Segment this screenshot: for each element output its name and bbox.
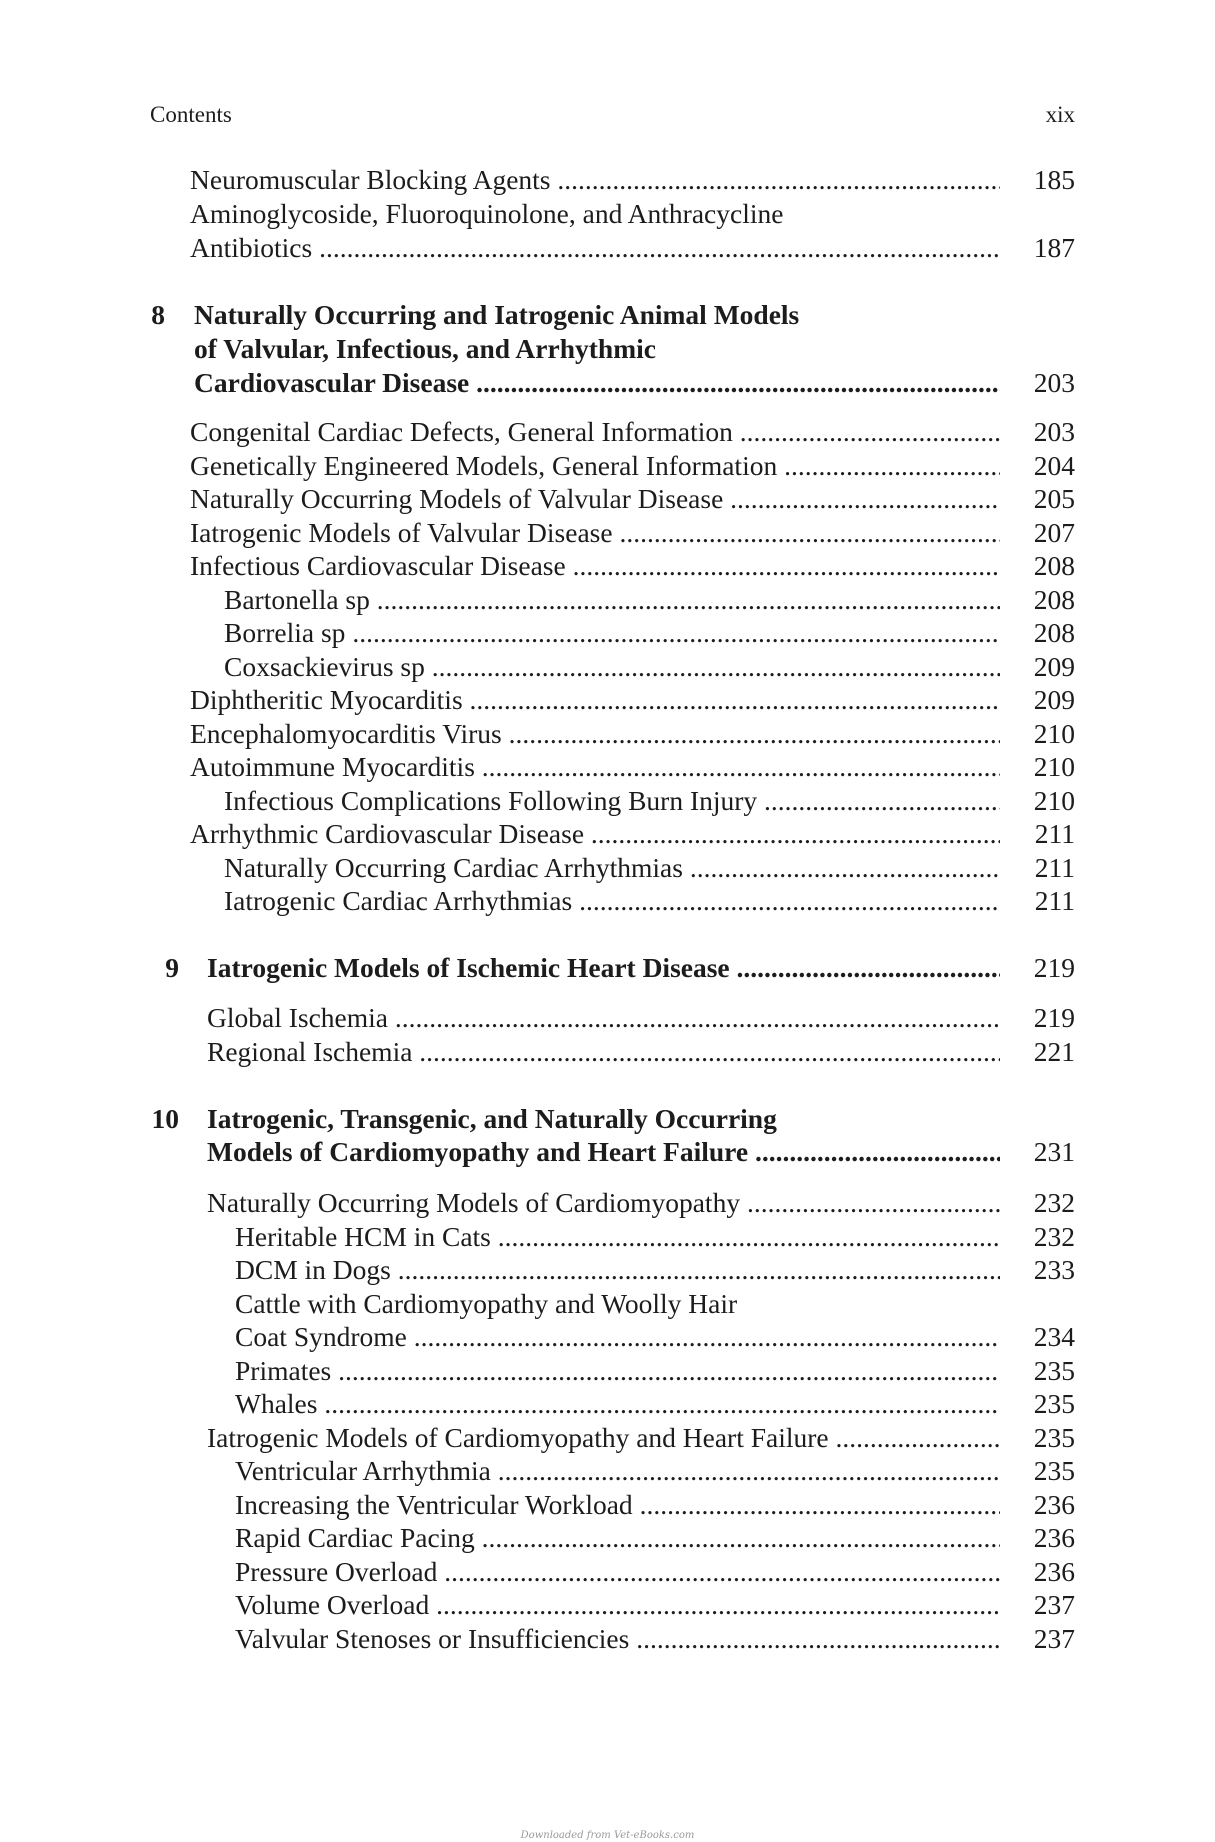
toc-subentry[interactable] xyxy=(235,1320,1075,1354)
toc-entry-page: 237 xyxy=(1033,1623,1075,1654)
toc-entry-title: Bartonella sp ..... xyxy=(224,583,1000,617)
toc-entry-page: 237 xyxy=(1033,1589,1075,1620)
toc-entry-page: 236 xyxy=(1033,1522,1075,1553)
toc-subentry[interactable] xyxy=(224,884,1075,918)
toc-entry-title: DCM in Dogs ..... xyxy=(235,1253,1000,1287)
toc-entry[interactable] xyxy=(190,415,1075,449)
toc-entry-title: Iatrogenic Models of Cardiomyopathy and Heart Failure ..... xyxy=(207,1421,1000,1455)
toc-entry-page: 204 xyxy=(1033,450,1075,481)
toc-entry-title: Iatrogenic Cardiac Arrhythmias ..... xyxy=(224,884,1000,918)
toc-entry-page: 208 xyxy=(1033,617,1075,648)
toc-entry[interactable] xyxy=(190,231,1075,265)
toc-subentry[interactable] xyxy=(224,851,1075,885)
toc-entry-page: 233 xyxy=(1033,1254,1075,1285)
toc-entry-title: Increasing the Ventricular Workload ..... xyxy=(235,1488,1000,1522)
toc-entry[interactable] xyxy=(207,1421,1075,1455)
toc-entry-title: Diphtheritic Myocarditis ..... xyxy=(190,683,1000,717)
toc-entry-page: 208 xyxy=(1033,550,1075,581)
toc-entry-page: 235 xyxy=(1033,1455,1075,1486)
toc-entry-title: Ventricular Arrhythmia ..... xyxy=(235,1454,1000,1488)
toc-entry-page: 210 xyxy=(1033,718,1075,749)
toc-entry[interactable] xyxy=(190,817,1075,851)
toc-entry-title: Valvular Stenoses or Insufficiencies ..... xyxy=(235,1622,1000,1656)
toc-subentry[interactable] xyxy=(235,1354,1075,1388)
toc-entry[interactable] xyxy=(207,1001,1075,1035)
toc-entry-title: Regional Ischemia ..... xyxy=(207,1035,1000,1069)
toc-entry[interactable] xyxy=(190,163,1075,197)
chapter-title: Models of Cardiomyopathy and Heart Failure ..... xyxy=(207,1135,1000,1169)
chapter-entry[interactable] xyxy=(207,951,1075,985)
toc-entry-page: 221 xyxy=(1033,1036,1075,1067)
toc-entry-title: Infectious Complications Following Burn Injury ..... xyxy=(224,784,1000,818)
toc-entry-page: 208 xyxy=(1033,584,1075,615)
chapter-page: 219 xyxy=(1033,952,1075,983)
toc-entry-title: Autoimmune Myocarditis ..... xyxy=(190,750,1000,784)
toc-entry-title: Rapid Cardiac Pacing ..... xyxy=(235,1521,1000,1555)
toc-entry-page: 235 xyxy=(1033,1388,1075,1419)
toc-entry-title: Congenital Cardiac Defects, General Information ..... xyxy=(190,415,1000,449)
toc-entry-page: 210 xyxy=(1033,785,1075,816)
toc-entry-title: Coat Syndrome ..... xyxy=(235,1320,1000,1354)
toc-subentry[interactable] xyxy=(235,1253,1075,1287)
chapter-page: 203 xyxy=(1033,367,1075,398)
toc-entry-title: Iatrogenic Models of Valvular Disease ..... xyxy=(190,516,1000,550)
toc-entry-title: Pressure Overload ..... xyxy=(235,1555,1000,1589)
chapter-title: Iatrogenic Models of Ischemic Heart Disease ..... xyxy=(207,951,1000,985)
toc-entry-page: 211 xyxy=(1034,885,1075,916)
toc-entry-title: Naturally Occurring Models of Cardiomyopathy ..... xyxy=(207,1186,1000,1220)
chapter-number: 8 xyxy=(151,299,165,330)
toc-entry-title: Coxsackievirus sp ..... xyxy=(224,650,1000,684)
toc-entry-title: Primates ..... xyxy=(235,1354,1000,1388)
toc-entry[interactable] xyxy=(190,750,1075,784)
toc-entry[interactable] xyxy=(190,449,1075,483)
toc-entry[interactable] xyxy=(190,549,1075,583)
toc-entry-title: Genetically Engineered Models, General Information ..... xyxy=(190,449,1000,483)
toc-subentry[interactable] xyxy=(235,1521,1075,1555)
toc-entry[interactable] xyxy=(207,1035,1075,1069)
running-header-title: Contents xyxy=(150,102,232,127)
toc-entry-title: Neuromuscular Blocking Agents ..... xyxy=(190,163,1000,197)
chapter-entry[interactable] xyxy=(194,366,1075,400)
toc-entry-title: Global Ischemia ..... xyxy=(207,1001,1000,1035)
toc-entry-title: Borrelia sp ..... xyxy=(224,616,1000,650)
toc-entry-page: 211 xyxy=(1034,818,1075,849)
toc-subentry[interactable] xyxy=(235,1454,1075,1488)
watermark: Downloaded from Vet-eBooks.com xyxy=(520,1830,695,1841)
toc-subentry[interactable] xyxy=(235,1387,1075,1421)
toc-entry-title: Volume Overload ..... xyxy=(235,1588,1000,1622)
toc-entry-page: 209 xyxy=(1033,684,1075,715)
toc-entry-page: 203 xyxy=(1033,416,1075,447)
toc-entry-page: 207 xyxy=(1033,517,1075,548)
toc-entry-page: 211 xyxy=(1034,852,1075,883)
toc-entry-title: Naturally Occurring Cardiac Arrhythmias ..... xyxy=(224,851,1000,885)
toc-entry-page: 209 xyxy=(1033,651,1075,682)
toc-entry-page: 232 xyxy=(1033,1187,1075,1218)
chapter-title-line[interactable]: of Valvular, Infectious, and Arrhythmic xyxy=(194,333,656,364)
toc-entry-page: 205 xyxy=(1033,483,1075,514)
toc-subentry[interactable] xyxy=(235,1555,1075,1589)
toc-entry-title: Encephalomyocarditis Virus ..... xyxy=(190,717,1000,751)
toc-entry-page: 235 xyxy=(1033,1355,1075,1386)
toc-entry-page: 236 xyxy=(1033,1556,1075,1587)
toc-entry-title: Naturally Occurring Models of Valvular Disease ..... xyxy=(190,482,1000,516)
toc-entry-title-wrap: Cattle with Cardiomyopathy and Woolly Hair xyxy=(235,1288,738,1319)
toc-entry-page: 187 xyxy=(1033,232,1075,263)
toc-entry[interactable] xyxy=(190,516,1075,550)
chapter-title-line[interactable]: Naturally Occurring and Iatrogenic Animal Models xyxy=(194,299,800,330)
toc-subentry[interactable] xyxy=(224,583,1075,617)
toc-entry-title: Whales ..... xyxy=(235,1387,1000,1421)
toc-entry[interactable] xyxy=(190,683,1075,717)
toc-subentry[interactable] xyxy=(235,1588,1075,1622)
toc-subentry[interactable] xyxy=(224,650,1075,684)
toc-entry[interactable] xyxy=(190,482,1075,516)
toc-entry-page: 234 xyxy=(1033,1321,1075,1352)
toc-entry-title: Infectious Cardiovascular Disease ..... xyxy=(190,549,1000,583)
chapter-number: 9 xyxy=(165,952,179,983)
chapter-entry[interactable] xyxy=(207,1135,1075,1169)
toc-entry[interactable] xyxy=(207,1186,1075,1220)
chapter-title: Cardiovascular Disease ..... xyxy=(194,366,1000,400)
toc-subentry[interactable] xyxy=(235,1488,1075,1522)
toc-entry-title: Antibiotics ..... xyxy=(190,231,1000,265)
toc-subentry[interactable] xyxy=(224,616,1075,650)
toc-entry-title-wrap: Aminoglycoside, Fluoroquinolone, and Anthracycline xyxy=(190,198,784,229)
toc-entry-page: 185 xyxy=(1033,164,1075,195)
toc-entry-page: 219 xyxy=(1033,1002,1075,1033)
toc-entry-page: 235 xyxy=(1033,1422,1075,1453)
toc-entry-title: Arrhythmic Cardiovascular Disease ..... xyxy=(190,817,1000,851)
chapter-title-line[interactable]: Iatrogenic, Transgenic, and Naturally Occurring xyxy=(207,1103,777,1134)
toc-entry-page: 232 xyxy=(1033,1221,1075,1252)
chapter-page: 231 xyxy=(1033,1136,1075,1167)
toc-subentry[interactable] xyxy=(235,1622,1075,1656)
toc-subentry[interactable] xyxy=(235,1220,1075,1254)
chapter-number: 10 xyxy=(151,1103,179,1134)
toc-entry-page: 236 xyxy=(1033,1489,1075,1520)
page-number: xix xyxy=(1045,102,1075,127)
toc-entry[interactable] xyxy=(190,717,1075,751)
toc-entry-page: 210 xyxy=(1033,751,1075,782)
toc-subentry[interactable] xyxy=(224,784,1075,818)
toc-entry-title: Heritable HCM in Cats ..... xyxy=(235,1220,1000,1254)
running-header xyxy=(150,100,1075,130)
